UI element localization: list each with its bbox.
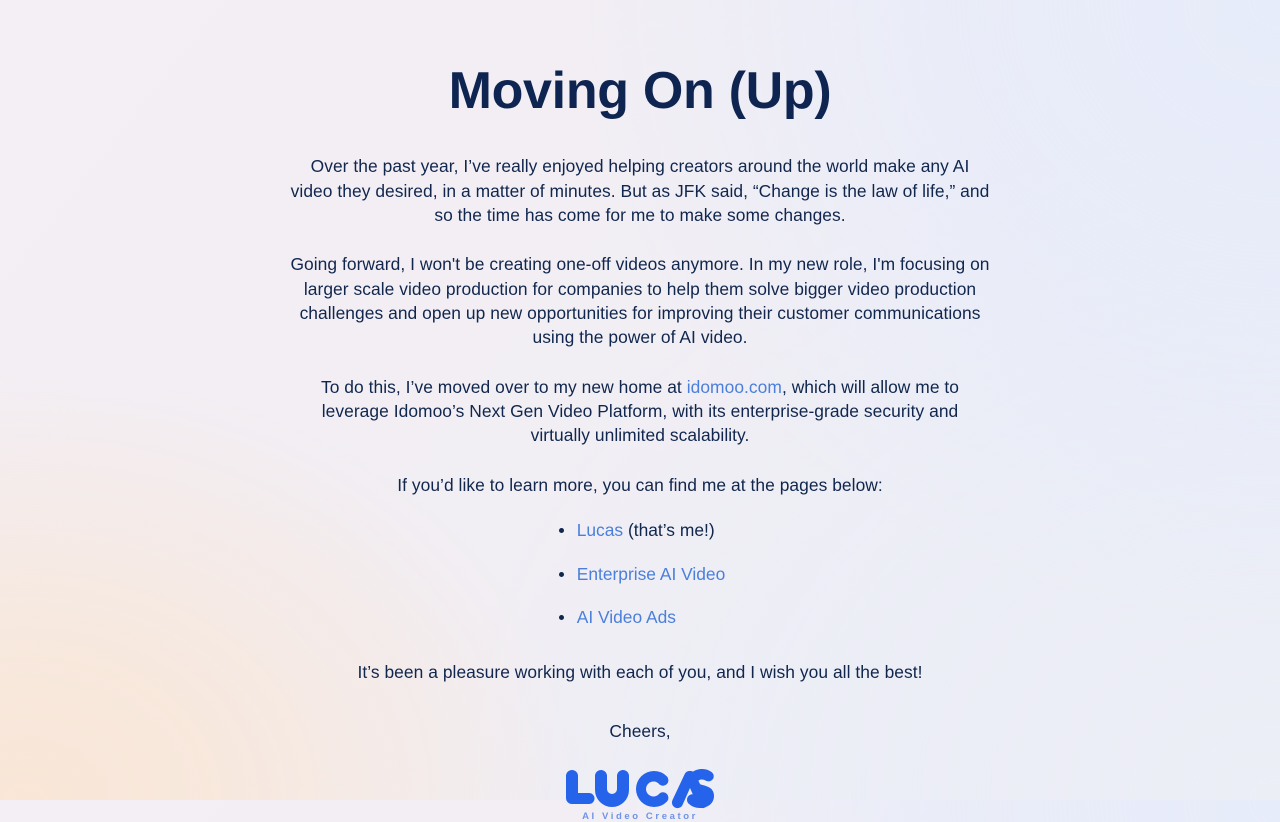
paragraph-intro: Over the past year, I’ve really enjoyed helping creators around the world make any AI video they desired, in a matter of minutes. But as JFK said, “Change is the law of life,” and so the time has come for me to make some changes.: [290, 156, 990, 225]
list-item: [555, 563, 726, 586]
list-item: [555, 519, 726, 542]
logo-tagline: AI Video Creator: [582, 810, 698, 822]
link-lucas-suffix: (that’s me!): [623, 520, 715, 541]
paragraph-find-me: If you’d like to learn more, you can find me at the pages below:: [397, 474, 883, 495]
logo: [0, 770, 1280, 822]
paragraph-new-home-prefix: To do this, I’ve moved over to my new home at: [320, 376, 687, 397]
paragraph-new-role: Going forward, I won't be creating one-off videos anymore. In my new role, I'm focusing on larger scale video production for companies to help them solve bigger video production challenges and open up new opportunities for improving their customer communications using the power of AI video.: [290, 254, 990, 348]
link-lucas[interactable]: Lucas: [576, 520, 624, 541]
bullet-dot-icon: [559, 572, 564, 577]
lucas-wordmark-icon: [564, 770, 716, 808]
paragraph-closing: It’s been a pleasure working with each of you, and I wish you all the best!: [357, 662, 923, 683]
idomoo-link[interactable]: idomoo.com: [686, 376, 782, 397]
bullet-dot-icon: [559, 528, 564, 533]
link-ai-video-ads[interactable]: AI Video Ads: [576, 607, 676, 628]
body-block: [290, 154, 990, 744]
link-enterprise-ai-video[interactable]: Enterprise AI Video: [576, 563, 726, 584]
bullet-dot-icon: [559, 615, 564, 620]
list-item: [555, 606, 726, 629]
links-list: [555, 519, 726, 650]
paragraph-new-home: [290, 375, 990, 448]
paragraph-cheers: Cheers,: [609, 721, 671, 742]
page-title: Moving On (Up): [448, 62, 832, 120]
paragraph-new-home-suffix: , which will allow me to leverage Idomoo’s Next Gen Video Platform, with its enterprise-grade security and virtually unlimited scalability.: [321, 376, 960, 446]
